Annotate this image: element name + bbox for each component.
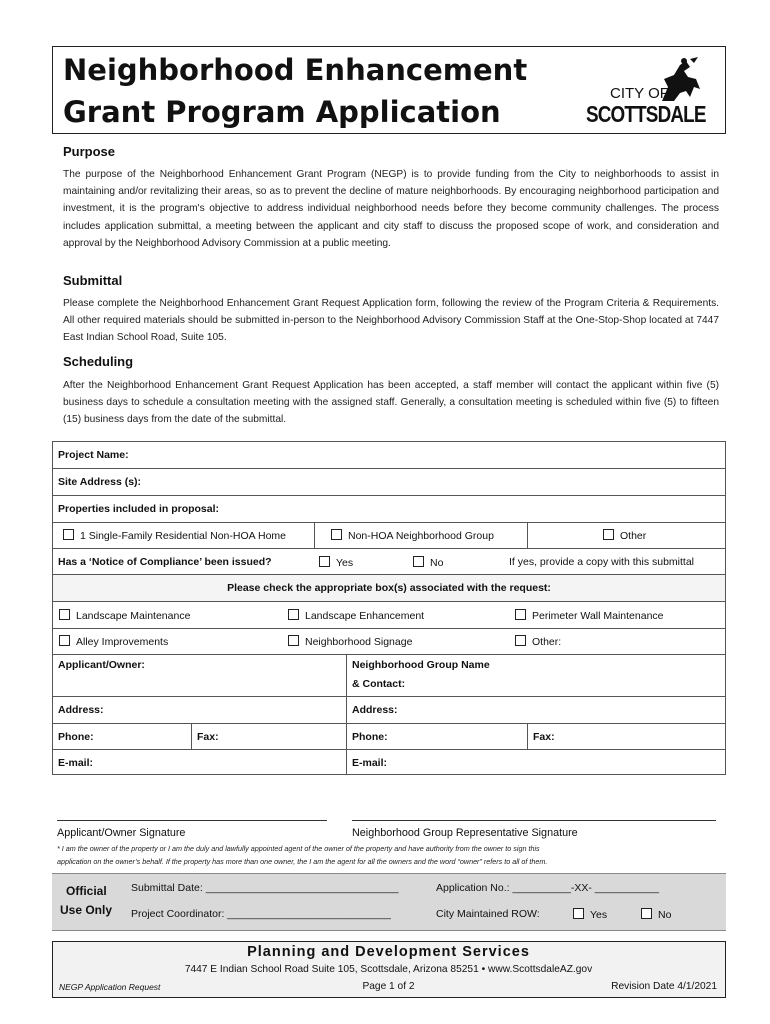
check-instruction: Please check the appropriate box(s) associated with the request:: [227, 582, 551, 594]
checkbox[interactable]: [413, 556, 424, 567]
email-left-label: E-mail:: [58, 757, 94, 769]
official-label-1: Official: [66, 884, 107, 898]
divider: [346, 697, 347, 723]
applicant-signature-line[interactable]: [57, 820, 327, 821]
scheduling-heading: Scheduling: [63, 354, 134, 369]
group-name-label-1: Neighborhood Group Name: [352, 659, 490, 671]
applicant-owner-label: Applicant/Owner:: [58, 659, 145, 671]
checkbox[interactable]: [288, 609, 299, 620]
phone-left-label: Phone:: [58, 731, 94, 743]
city-row-yes[interactable]: Yes: [573, 908, 607, 921]
properties-label: Properties included in proposal:: [58, 503, 220, 515]
req-neighborhood-signage[interactable]: Neighborhood Signage: [288, 635, 412, 648]
disclaimer-line-2: application on the owner’s behalf. If the property has more than one owner, the I am the agent for all the owners and the word “owner” refers to all of them.: [57, 857, 548, 866]
site-address-row[interactable]: [52, 468, 726, 495]
submittal-heading: Submittal: [63, 273, 123, 288]
site-address-label: Site Address (s):: [58, 476, 142, 488]
request-row-1: [52, 601, 726, 628]
city-row-no[interactable]: No: [641, 908, 671, 921]
phone-right-label: Phone:: [352, 731, 388, 743]
purpose-text: The purpose of the Neighborhood Enhancement Grant Program (NEGP) is to provide funding from the City to neighborhoods to assist in maintaining and/or revitalizing their areas, so as to prevent the decline of mature neighborhoods. By encouraging neighborhood participation and investment, it is the program's objective to address individual neighborhood needs before they become community challenges. The process includes application submittal, a meeting between the applicant and city staff to discuss the proposed scope of work, and consideration and approval by the Neighborhood Advisory Commission at a public meeting.: [63, 169, 719, 249]
project-coordinator-field[interactable]: Project Coordinator: ____________________________: [131, 908, 391, 920]
checkbox[interactable]: [515, 609, 526, 620]
compliance-yes[interactable]: Yes: [319, 556, 353, 569]
city-row-label: City Maintained ROW:: [436, 908, 540, 920]
project-name-row[interactable]: [52, 441, 726, 468]
properties-options-row: [52, 522, 726, 548]
fax-left-label: Fax:: [197, 731, 219, 743]
official-use-section: [52, 873, 726, 931]
prop-opt-other[interactable]: Other: [603, 529, 646, 542]
footer-dept: Planning and Development Services: [247, 944, 530, 960]
submittal-text: Please complete the Neighborhood Enhancement Grant Request Application form, following the review of the Program Criteria & Requirements. All other required materials should be submitted in-person to the Neighborhood Advisory Commission Staff at the One-Stop-Shop located at 7447 East Indian School Road, Suite 105.: [63, 298, 719, 344]
email-right-label: E-mail:: [352, 757, 388, 769]
properties-row: [52, 495, 726, 522]
divider: [314, 523, 315, 548]
disclaimer-line-1: * I am the owner of the property or I am the duly and lawfully appointed agent of the owner of the property and have authority from the owner to sign this: [57, 844, 540, 853]
checkbox[interactable]: [603, 529, 614, 540]
footer-address: 7447 E Indian School Road Suite 105, Scottsdale, Arizona 85251 • www.ScottsdaleAZ.gov: [184, 964, 593, 975]
req-landscape-maintenance[interactable]: Landscape Maintenance: [59, 609, 190, 622]
checkbox[interactable]: [59, 609, 70, 620]
checkbox[interactable]: [331, 529, 342, 540]
scheduling-text: After the Neighborhood Enhancement Grant Request Application has been accepted, a staff member will contact the applicant within five (5) business days to schedule a consultation meeting with the assigned staff. Generally, a consultation meeting is scheduled within five (5) to fifteen (15) business days from the date of the submittal.: [63, 380, 719, 426]
checkbox[interactable]: [515, 635, 526, 646]
footer-page: Page 1 of 2: [362, 981, 415, 992]
title-line-2: Grant Program Application: [63, 95, 501, 129]
address-left-label: Address:: [58, 704, 104, 716]
project-name-label: Project Name:: [58, 449, 129, 461]
official-label-2: Use Only: [60, 903, 113, 917]
footer-box: [52, 941, 726, 998]
email-row[interactable]: [52, 749, 726, 775]
req-landscape-enhancement[interactable]: Landscape Enhancement: [288, 609, 424, 622]
checkbox[interactable]: [319, 556, 330, 567]
req-alley-improvements[interactable]: Alley Improvements: [59, 635, 168, 648]
submittal-date-field[interactable]: Submittal Date: _________________________________: [131, 882, 399, 894]
group-name-label-2: & Contact:: [352, 678, 406, 690]
divider: [346, 655, 347, 696]
title-line-1: Neighborhood Enhancement: [63, 53, 528, 87]
group-signature-label: Neighborhood Group Representative Signature: [352, 827, 578, 839]
prop-opt-non-hoa-group[interactable]: Non-HOA Neighborhood Group: [331, 529, 494, 542]
check-instruction-row: [52, 574, 726, 601]
request-row-2: [52, 628, 726, 654]
divider: [346, 750, 347, 774]
footer-revision: Revision Date 4/1/2021: [611, 981, 717, 992]
application-no-field[interactable]: Application No.: __________-XX- ___________: [436, 882, 660, 894]
applicant-row[interactable]: [52, 654, 726, 696]
header-box: [52, 46, 726, 134]
purpose-heading: Purpose: [63, 144, 116, 159]
compliance-note: If yes, provide a copy with this submittal: [509, 556, 694, 568]
checkbox[interactable]: [641, 908, 652, 919]
req-perimeter-wall[interactable]: Perimeter Wall Maintenance: [515, 609, 664, 622]
group-signature-line[interactable]: [352, 820, 716, 821]
prop-opt-single-family[interactable]: 1 Single-Family Residential Non-HOA Home: [63, 529, 286, 542]
checkbox[interactable]: [59, 635, 70, 646]
compliance-question: Has a ‘Notice of Compliance’ been issued?: [58, 556, 272, 568]
logo-city-text: CITY OF: [610, 85, 669, 102]
applicant-signature-label: Applicant/Owner Signature: [57, 827, 186, 839]
checkbox[interactable]: [288, 635, 299, 646]
scottsdale-logo: [586, 57, 716, 127]
req-other[interactable]: Other:: [515, 635, 561, 648]
divider: [527, 523, 528, 548]
address-row[interactable]: [52, 696, 726, 723]
checkbox[interactable]: [63, 529, 74, 540]
compliance-row: [52, 548, 726, 574]
checkbox[interactable]: [573, 908, 584, 919]
fax-right-label: Fax:: [533, 731, 555, 743]
footer-doc-name: NEGP Application Request: [59, 982, 161, 992]
compliance-no[interactable]: No: [413, 556, 443, 569]
divider: [346, 724, 347, 749]
divider: [191, 724, 192, 749]
logo-name-text: SCOTTSDALE: [586, 101, 706, 127]
divider: [527, 724, 528, 749]
phone-row[interactable]: [52, 723, 726, 749]
address-right-label: Address:: [352, 704, 398, 716]
